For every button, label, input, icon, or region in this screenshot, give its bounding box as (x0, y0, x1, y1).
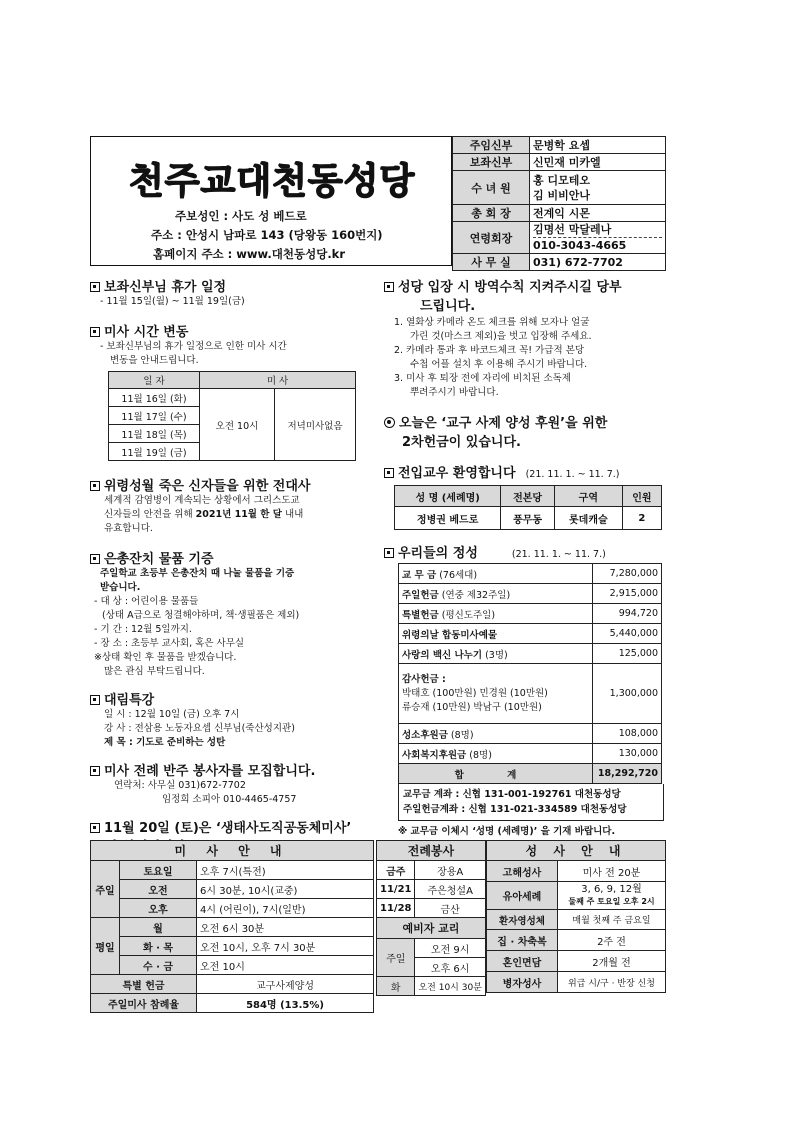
role-pastor: 주임신부 (453, 137, 530, 154)
baptism-info (558, 882, 666, 910)
vacation-text: - 11월 15일(월) ~ 11월 19일(금) (100, 296, 245, 307)
label: 감사헌금 : (402, 673, 446, 685)
covid-item: 가린 것(마스크 제외)을 벗고 입장해 주세요. (410, 331, 592, 342)
indulgence-l2 (90, 508, 380, 522)
square-bullet-icon (90, 327, 100, 337)
header-box (90, 136, 452, 266)
date-cell: 11월 16일 (화) (109, 389, 200, 407)
label: 특별헌금 (402, 609, 439, 621)
col-name: 성 명 (세례명) (395, 486, 501, 507)
section-title: 우리들의 정성 (398, 546, 478, 561)
mass-change-table (108, 371, 356, 461)
sacrament-info: 2주 전 (558, 930, 666, 951)
sacrament-info: 미사 전 20분 (558, 861, 666, 882)
liturgy-week: 11/21 (377, 880, 415, 899)
sunday-account: 주일헌금계좌 : 신협 131-021-334589 대천동성당 (403, 804, 627, 815)
organist-l2: 임정희 소피아 010-4465-4757 (162, 794, 297, 805)
special-offering: 교구사제양성 (197, 975, 374, 994)
section-vacation (90, 276, 380, 295)
schedule-day: 화 · 목 (120, 937, 197, 956)
square-bullet-icon (90, 481, 100, 491)
sacrament-table (486, 840, 666, 993)
sacrament-title: 성 사 안 내 (487, 841, 666, 861)
covid-item: 수첩 어플 설치 후 이용해 주시기 바랍니다. (410, 359, 588, 370)
assistant-name: 신민재 미카엘 (530, 154, 666, 171)
schedule-time: 오전 6시 30분 (197, 918, 374, 937)
section-title: 대림특강 (104, 693, 155, 708)
office-phone: 031) 672-7702 (530, 254, 666, 271)
role-mortuary: 연령회장 (453, 222, 530, 254)
donation-b2: 받습니다. (100, 582, 141, 593)
sacrament-info: 매월 첫째 주 금요일 (558, 910, 666, 930)
liturgy-team: 주은청설A (415, 880, 485, 899)
left-column (90, 276, 380, 855)
role-office: 사 무 실 (453, 254, 530, 271)
sub: (평신도주일) (441, 609, 496, 621)
sacrament-info: 위급 시/구 · 반장 신청 (558, 972, 666, 993)
newcomer-zone: 롯데캐슬 (554, 507, 622, 530)
sacrament-name: 유아세례 (487, 882, 558, 910)
section-offerings (384, 542, 666, 561)
offering-row (399, 584, 593, 604)
square-bullet-icon (384, 548, 394, 558)
lecture-l2: 강 사 : 전삼용 노동자요셉 신부님(죽산성지관) (104, 723, 295, 734)
section-title: 위령성월 죽은 신자들을 위한 전대사 (104, 479, 311, 494)
mass-change-text2: 변동을 안내드립니다. (110, 355, 199, 366)
section-title: 미사 전례 반주 봉사자를 모집합니다. (104, 764, 316, 779)
amount: 125,000 (593, 644, 662, 664)
offering-row (399, 644, 593, 664)
donation-l1: - 대 상 : 어린이용 물품들 (94, 596, 199, 607)
patron-saint: 주보성인 : 사도 성 베드로 (175, 209, 307, 223)
sacrament-info: 2개월 전 (558, 951, 666, 972)
newcomers-table (394, 485, 662, 530)
pastor-name: 문병학 요셉 (530, 137, 666, 154)
mass-schedule-table (90, 840, 374, 1013)
catechumen-time: 오후 6시 (415, 958, 485, 977)
role-assistant: 보좌신부 (453, 154, 530, 171)
mortuary-name: 김명선 막달레나 (533, 222, 662, 238)
sub: (76세대) (439, 569, 478, 581)
square-bullet-icon (90, 766, 100, 776)
schedule-time: 오전 10시 (197, 956, 374, 975)
donation-b1: 주일학교 초등부 은총잔치 때 나눌 물품을 기증 (100, 568, 295, 579)
liturgy-week: 11/28 (377, 899, 415, 918)
indulgence-l1: 세계적 감염병이 계속되는 상황에서 그리스도교 (104, 495, 300, 506)
label: 주일헌금 (402, 589, 439, 601)
catechumen-tue: 화 (377, 977, 415, 996)
account-box (398, 784, 664, 821)
baptism-time: 둘째 주 토요일 오후 2시 (568, 896, 655, 906)
president-name: 전계익 시몬 (530, 205, 666, 222)
no-evening-cell: 저녁미사없음 (275, 389, 356, 461)
sacrament-name: 집 · 차축복 (487, 930, 558, 951)
total-label: 합 계 (399, 764, 593, 784)
donation-l5: ※상태 확인 후 물품을 받겠습니다. (94, 652, 237, 663)
section-newcomers (384, 462, 666, 481)
catechumen-title: 예비자 교리 (377, 918, 486, 939)
sub: (8명) (469, 749, 492, 761)
section-ecology-mass (90, 817, 380, 836)
col-zone: 구역 (554, 486, 622, 507)
attendance-rate: 584명 (13.5%) (197, 994, 374, 1013)
liturgy-title: 전례봉사 (377, 841, 486, 861)
schedule-time: 오전 10시, 오후 7시 30분 (197, 937, 374, 956)
sub: (연중 제32주일) (441, 589, 511, 601)
lecture-l3: 제 목 : 기도로 준비하는 성탄 (104, 737, 226, 748)
newcomer-count: 2 (622, 507, 661, 530)
homepage: 홈페이지 주소 : www.대천동성당.kr (153, 247, 346, 261)
sunday-label: 주일 (91, 861, 120, 918)
offerings-table (398, 563, 662, 784)
liturgy-team: 장용A (415, 861, 485, 880)
label: 위령의날 합동미사예물 (402, 629, 498, 641)
label: 사회복지후원금 (402, 749, 467, 761)
role-president: 총 회 장 (453, 205, 530, 222)
role-convent: 수 녀 원 (453, 171, 530, 205)
mass-change-text1: - 보좌신부님의 휴가 일정으로 인한 미사 시간 (100, 341, 287, 352)
sub: (8명) (450, 729, 474, 741)
offering-row (399, 624, 593, 644)
sub: (3명) (485, 649, 508, 661)
catechumen-sunday: 주일 (377, 939, 415, 977)
schedule-day: 오후 (120, 899, 197, 918)
square-bullet-icon (90, 823, 100, 833)
donation-l6: 많은 관심 부탁드립니다. (104, 666, 205, 677)
organist-l1: 연락처: 사무실 031)672-7702 (114, 780, 246, 791)
period: (21. 11. 1. ~ 11. 7.) (525, 469, 620, 480)
section-title: 보좌신부님 휴가 일정 (104, 280, 227, 295)
staff-table (452, 136, 666, 271)
mass-time-cell: 오전 10시 (200, 389, 275, 461)
section-covid-rules (384, 276, 666, 295)
sacrament-name: 환자영성체 (487, 910, 558, 930)
offering-row (399, 564, 593, 584)
square-bullet-icon (90, 282, 100, 292)
section-title: 전입교우 환영합니다 (398, 466, 516, 481)
weekday-label: 평일 (91, 918, 120, 975)
convent-names: 홍 디모테오 김 비비안나 (530, 171, 666, 205)
section-donation (90, 548, 380, 567)
date-cell: 11월 18일 (목) (109, 425, 200, 443)
label: 교 무 금 (402, 569, 437, 581)
donation-l3: - 기 간 : 12월 5일까지. (94, 624, 192, 635)
months: 3, 6, 9, 12월 (581, 883, 642, 895)
liturgy-team: 금산 (415, 899, 485, 918)
section-advent-lecture (90, 689, 380, 708)
donation-l4: - 장 소 : 초등부 교사회, 혹은 사무실 (94, 638, 245, 649)
donors: 류승재 (10만원) 박남구 (10만원) (402, 701, 542, 713)
right-column (384, 276, 666, 837)
amount: 994,720 (593, 604, 662, 624)
square-bullet-icon (384, 468, 394, 478)
total-amount: 18,292,720 (593, 764, 662, 784)
section-title: 은총잔치 물품 기증 (104, 552, 214, 567)
offering-row (399, 604, 593, 624)
catechumen-time: 오전 10시 30분 (415, 977, 485, 996)
section-mass-change (90, 321, 380, 340)
schedule-day: 오전 (120, 880, 197, 899)
amount: 7,280,000 (593, 564, 662, 584)
covid-title2: 드립니다. (420, 299, 476, 314)
label: 성소후원금 (402, 729, 448, 741)
highlight: 2021년 11월 한 달 (195, 509, 282, 520)
transfer-note: ※ 교무금 이체시 ‘성명 (세례명)’ 을 기재 바랍니다. (398, 826, 616, 837)
amount: 1,300,000 (593, 664, 662, 724)
address: 주소 : 안성시 남파로 143 (당왕동 160번지) (151, 228, 383, 242)
section-title: 11월 20일 (토)은 ‘생태사도직공동체미사’ (104, 821, 352, 836)
schedule-time: 4시 (어린이), 7시(일반) (197, 899, 374, 918)
square-bullet-icon (90, 695, 100, 705)
mass-schedule-title: 미 사 안 내 (91, 841, 374, 861)
offering-row (399, 744, 593, 764)
section-title: 미사 시간 변동 (104, 325, 189, 340)
second-collection-l2: 2차헌금이 있습니다. (402, 435, 521, 450)
offering-row (399, 724, 593, 744)
special-offering-label: 특별 헌금 (91, 975, 197, 994)
square-bullet-icon (90, 554, 100, 564)
col-parish: 전본당 (501, 486, 555, 507)
col-date: 일 자 (109, 372, 200, 389)
lecture-l1: 일 시 : 12월 10일 (금) 오후 7시 (104, 709, 240, 720)
schedule-time: 오후 7시(특전) (197, 861, 374, 880)
amount: 130,000 (593, 744, 662, 764)
amount: 2,915,000 (593, 584, 662, 604)
covid-item: 3. 미사 후 퇴장 전에 자리에 비치된 소독제 (394, 373, 572, 384)
parish-title: 천주교대천동성당 (129, 161, 416, 202)
amount: 108,000 (593, 724, 662, 744)
schedule-day: 수 · 금 (120, 956, 197, 975)
sacrament-name: 혼인면담 (487, 951, 558, 972)
date-cell: 11월 19일 (금) (109, 443, 200, 461)
donation-l2: (상태 A급으로 청결해야하며, 책·생필품은 제외) (102, 610, 300, 621)
indulgence-l3: 유효합니다. (104, 523, 153, 534)
liturgy-week: 금주 (377, 861, 415, 880)
attendance-label: 주일미사 참례율 (91, 994, 197, 1013)
period: (21. 11. 1. ~ 11. 7.) (511, 549, 606, 560)
section-title: 성당 입장 시 방역수칙 지켜주시길 당부 (398, 280, 622, 295)
col-count: 인원 (622, 486, 661, 507)
newcomer-name: 정병권 베드로 (395, 507, 501, 530)
section-organist (90, 760, 380, 779)
schedule-day: 월 (120, 918, 197, 937)
circle-bullet-icon (384, 417, 395, 428)
sacrament-name: 병자성사 (487, 972, 558, 993)
covid-item: 뿌려주시기 바랍니다. (410, 387, 499, 398)
covid-item: 1. 열화상 카메라 온도 체크를 위해 모자나 얼굴 (394, 317, 590, 328)
date-cell: 11월 17일 (수) (109, 407, 200, 425)
newcomer-parish: 풍무동 (501, 507, 555, 530)
tithe-account: 교무금 계좌 : 신협 131-001-192761 대천동성당 (403, 789, 621, 800)
col-mass: 미 사 (200, 372, 356, 389)
section-indulgence (90, 475, 380, 494)
catechumen-time: 오전 9시 (415, 939, 485, 958)
schedule-time: 6시 30분, 10시(교중) (197, 880, 374, 899)
schedule-day: 토요일 (120, 861, 197, 880)
donors: 박태호 (100만원) 민경원 (10만원) (402, 687, 548, 699)
amount: 5,440,000 (593, 624, 662, 644)
thanks-offering (399, 664, 593, 724)
section-title: 오늘은 ‘교구 사제 양성 후원’을 위한 (399, 416, 608, 431)
sacrament-name: 고해성사 (487, 861, 558, 882)
covid-item: 2. 카메라 통과 후 바코드체크 꼭! 가급적 본당 (394, 345, 585, 356)
second-collection (384, 412, 666, 431)
label: 사랑의 백신 나누기 (402, 649, 483, 661)
text: 내내 (281, 509, 304, 520)
mortuary-phone: 010-3043-4665 (533, 239, 627, 252)
liturgy-table (376, 840, 486, 996)
square-bullet-icon (384, 282, 394, 292)
text: 신자들의 안전을 위해 (104, 509, 196, 520)
